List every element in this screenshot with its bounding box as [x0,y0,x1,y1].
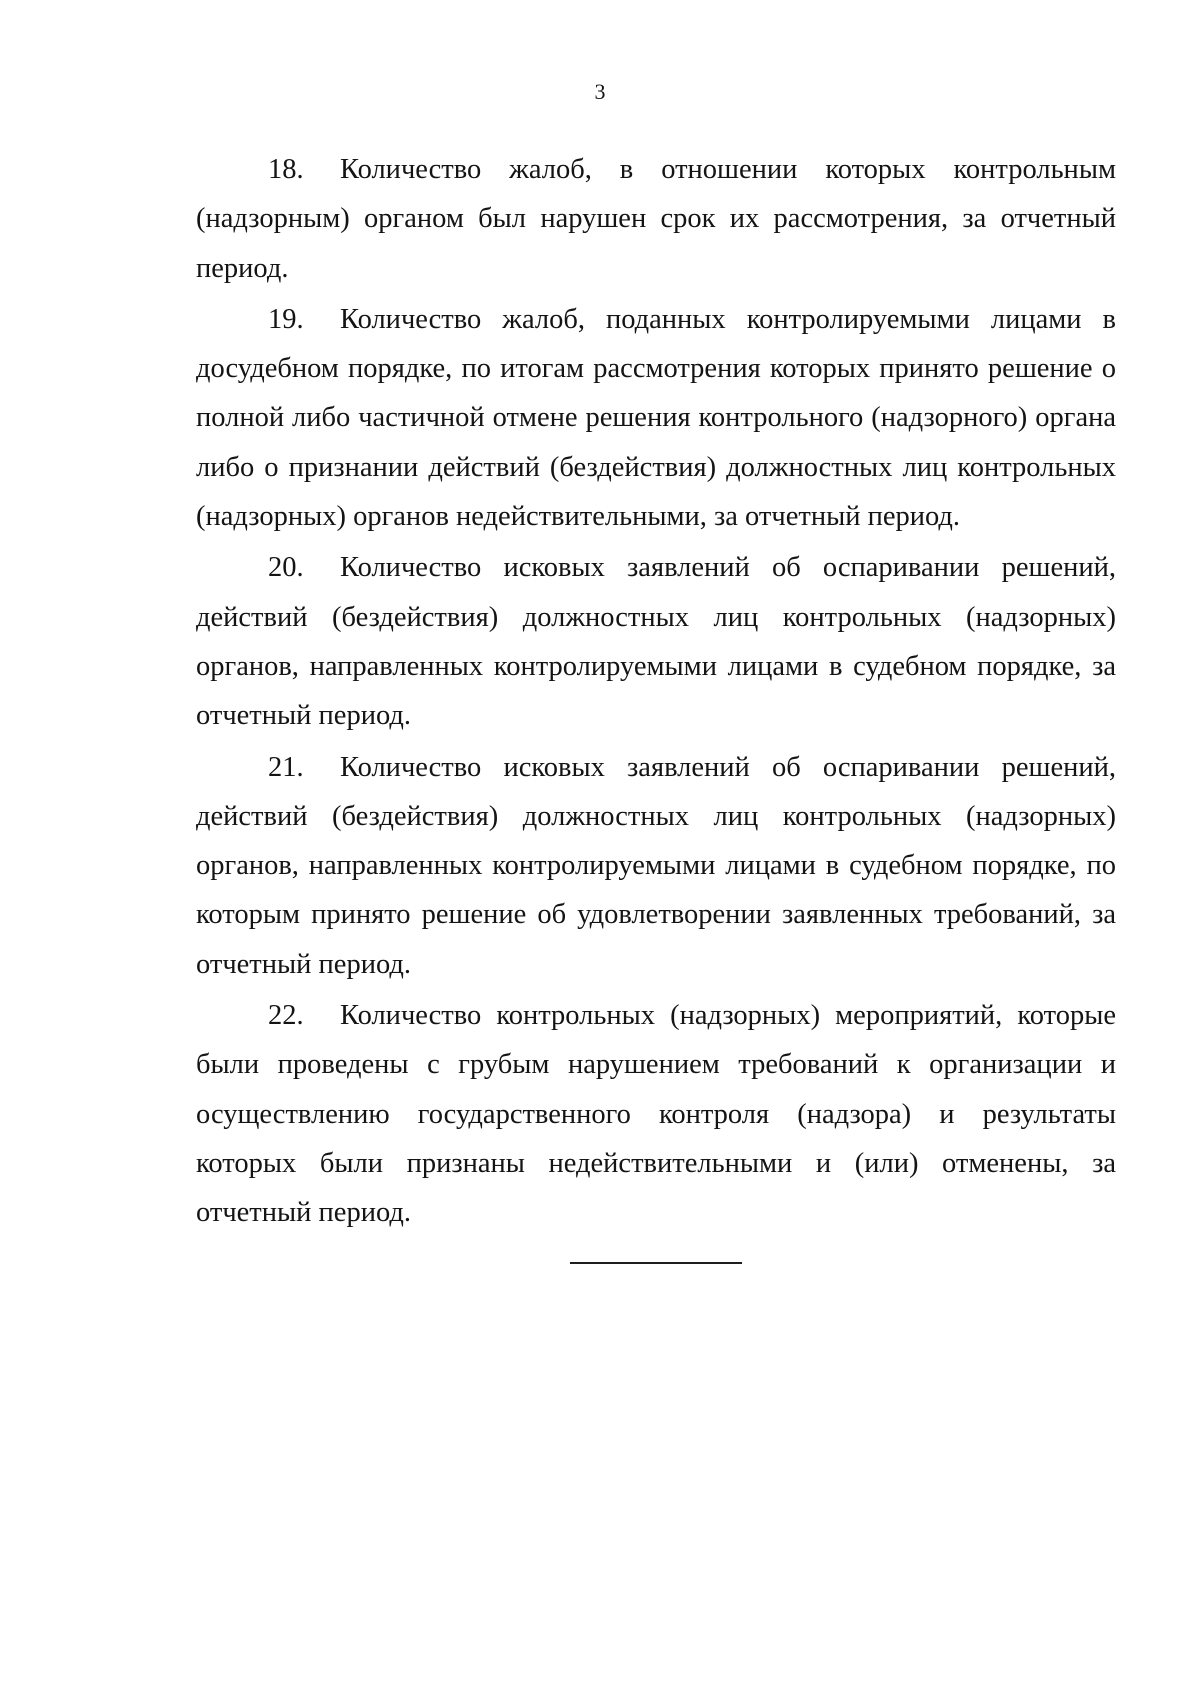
item-number: 19. [268,303,304,335]
item-text: Количество контрольных (надзорных) мероприятий, которые были проведены с грубым нарушением требований к организации и осуществлению государственного контроля (надзора) и результаты которых были признаны недействительными и (или) отменены, за отчетный период. [196,1000,1116,1229]
list-item-19 [196,295,1116,541]
item-text: Количество жалоб, в отношении которых контрольным (надзорным) органом был нарушен срок их рассмотрения, за отчетный период. [196,154,1116,284]
list-item-21 [196,743,1116,989]
page-number: 3 [594,79,606,104]
document-body [196,145,1116,1240]
item-number: 21. [268,751,304,783]
item-text: Количество исковых заявлений об оспаривании решений, действий (бездействия) должностных лиц контрольных (надзорных) органов, направленных контролируемыми лицами в судебном порядке, по которым принято решение об удовлетворении заявленных требований, за отчетный период. [196,751,1116,980]
item-text: Количество исковых заявлений об оспаривании решений, действий (бездействия) должностных лиц контрольных (надзорных) органов, направленных контролируемыми лицами в судебном порядке, за отчетный период. [196,552,1116,732]
list-item-20 [196,543,1116,740]
item-number: 20. [268,552,304,584]
end-of-document-rule [570,1262,742,1264]
item-text: Количество жалоб, поданных контролируемыми лицами в досудебном порядке, по итогам рассмотрения которых принято решение о полной либо частичной отмене решения контрольного (надзорного) органа либо о признании действий (бездействия) должностных лиц контрольных (надзорных) органов недействительными, за отчетный период. [196,303,1116,533]
list-item-18 [196,145,1116,293]
item-number: 22. [268,1000,304,1032]
list-item-22 [196,991,1116,1237]
item-number: 18. [268,154,304,185]
